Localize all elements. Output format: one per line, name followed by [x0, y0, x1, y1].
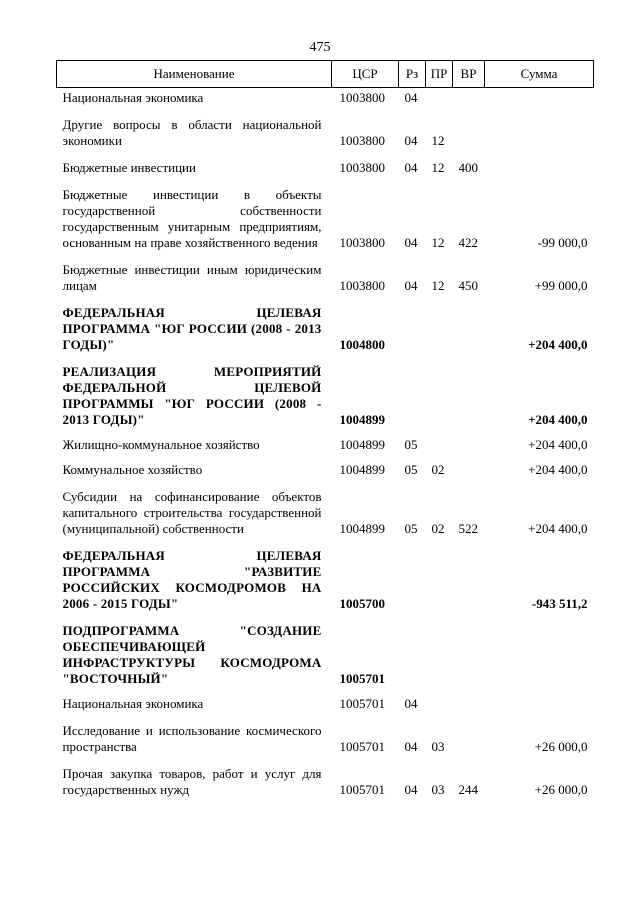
row-rz: 04	[404, 696, 418, 711]
row-pr	[426, 297, 453, 356]
row-vr: 244	[458, 782, 478, 797]
row-rz	[399, 540, 426, 615]
row-rz: 05	[404, 437, 418, 452]
row-vr	[453, 356, 485, 431]
row-sum: +26 000,0	[534, 739, 588, 754]
table-row	[57, 254, 594, 297]
row-rz: 05	[404, 521, 418, 536]
row-rz: 04	[404, 133, 418, 148]
row-rz: 05	[404, 462, 418, 477]
row-pr	[426, 690, 453, 715]
table-row	[57, 540, 594, 615]
row-pr: 12	[431, 235, 445, 250]
table-header-row	[57, 61, 594, 88]
row-sum: +204 400,0	[528, 337, 588, 352]
table-row	[57, 481, 594, 540]
row-name: Бюджетные инвестиции в объекты государственной собственности государственным унитарным предприятиям, основанным на праве хозяйственного ведения	[62, 187, 322, 250]
row-pr	[426, 431, 453, 456]
header-name: Наименование	[57, 61, 332, 88]
table-row	[57, 456, 594, 481]
row-rz: 04	[404, 160, 418, 175]
table-row	[57, 690, 594, 715]
row-rz: 04	[404, 782, 418, 797]
row-sum: -943 511,2	[531, 596, 588, 611]
row-csr: 1004899	[339, 521, 385, 536]
header-csr: ЦСР	[332, 61, 399, 88]
row-csr: 1003800	[339, 90, 385, 105]
row-vr	[453, 297, 485, 356]
budget-table	[56, 60, 594, 801]
row-csr: 1005701	[339, 671, 385, 686]
row-pr	[426, 88, 453, 110]
row-csr: 1005701	[339, 696, 385, 711]
row-name: ФЕДЕРАЛЬНАЯ ЦЕЛЕВАЯ ПРОГРАММА "РАЗВИТИЕ РОССИЙСКИХ КОСМОДРОМОВ НА 2006 - 2015 ГОДЫ"	[62, 548, 322, 611]
row-pr: 12	[431, 133, 445, 148]
table-body	[57, 88, 594, 802]
row-vr: 400	[458, 160, 478, 175]
row-pr	[426, 540, 453, 615]
row-name: Жилищно-коммунальное хозяйство	[62, 437, 260, 452]
row-name: Другие вопросы в области национальной экономики	[62, 117, 322, 148]
row-rz: 04	[404, 235, 418, 250]
row-pr: 03	[431, 739, 445, 754]
table-row	[57, 179, 594, 254]
table-row	[57, 297, 594, 356]
row-pr: 12	[431, 160, 445, 175]
row-name: ФЕДЕРАЛЬНАЯ ЦЕЛЕВАЯ ПРОГРАММА "ЮГ РОССИИ (2008 - 2013 ГОДЫ)"	[62, 305, 322, 352]
row-sum: +204 400,0	[528, 437, 588, 452]
row-name: Прочая закупка товаров, работ и услуг для государственных нужд	[62, 766, 322, 797]
row-name: Исследование и использование космического пространства	[62, 723, 322, 754]
row-csr: 1003800	[339, 160, 385, 175]
row-pr: 03	[431, 782, 445, 797]
row-pr	[426, 615, 453, 690]
row-name: Коммунальное хозяйство	[62, 462, 203, 477]
row-sum: +204 400,0	[528, 412, 588, 427]
row-vr	[453, 88, 485, 110]
header-vr: ВР	[453, 61, 485, 88]
row-name: Национальная экономика	[62, 696, 204, 711]
row-name: ПОДПРОГРАММА "СОЗДАНИЕ ОБЕСПЕЧИВАЮЩЕЙ ИНФРАСТРУКТУРЫ КОСМОДРОМА "ВОСТОЧНЫЙ"	[62, 623, 322, 686]
header-pr: ПР	[426, 61, 453, 88]
table-row	[57, 88, 594, 110]
row-pr: 02	[431, 462, 445, 477]
table-row	[57, 356, 594, 431]
row-csr: 1003800	[339, 278, 385, 293]
row-csr: 1004800	[339, 337, 385, 352]
row-vr: 422	[458, 235, 478, 250]
row-rz	[399, 615, 426, 690]
row-pr: 02	[431, 521, 445, 536]
row-name: Субсидии на софинансирование объектов капитального строительства государственной (муниципальной) собственности	[62, 489, 322, 536]
row-csr: 1004899	[339, 462, 385, 477]
header-sum: Сумма	[485, 61, 594, 88]
row-sum: +99 000,0	[534, 278, 588, 293]
row-vr	[453, 690, 485, 715]
table-row	[57, 152, 594, 179]
row-rz: 04	[404, 278, 418, 293]
row-vr: 450	[458, 278, 478, 293]
table-row	[57, 715, 594, 758]
row-csr: 1003800	[339, 133, 385, 148]
row-vr	[453, 615, 485, 690]
row-rz: 04	[404, 90, 418, 105]
table-row	[57, 758, 594, 801]
table-row	[57, 431, 594, 456]
row-name: РЕАЛИЗАЦИЯ МЕРОПРИЯТИЙ ФЕДЕРАЛЬНОЙ ЦЕЛЕВОЙ ПРОГРАММЫ "ЮГ РОССИИ (2008 - 2013 ГОДЫ)"	[62, 364, 322, 427]
row-pr	[426, 356, 453, 431]
row-rz: 04	[404, 739, 418, 754]
row-pr: 12	[431, 278, 445, 293]
row-vr: 522	[458, 521, 478, 536]
row-rz	[399, 297, 426, 356]
row-csr: 1003800	[339, 235, 385, 250]
row-sum	[485, 152, 594, 179]
row-sum	[485, 88, 594, 110]
row-name: Бюджетные инвестиции иным юридическим лицам	[62, 262, 322, 293]
row-sum: +26 000,0	[534, 782, 588, 797]
row-sum: -99 000,0	[537, 235, 588, 250]
row-vr	[453, 456, 485, 481]
table-row	[57, 109, 594, 152]
row-csr: 1005701	[339, 782, 385, 797]
row-csr: 1005701	[339, 739, 385, 754]
header-rz: Рз	[399, 61, 426, 88]
row-name: Национальная экономика	[62, 90, 204, 105]
row-csr: 1004899	[339, 412, 385, 427]
row-vr	[453, 540, 485, 615]
row-name: Бюджетные инвестиции	[62, 160, 196, 175]
row-sum: +204 400,0	[528, 462, 588, 477]
table-row	[57, 615, 594, 690]
row-csr: 1004899	[339, 437, 385, 452]
row-rz	[399, 356, 426, 431]
row-vr	[453, 109, 485, 152]
row-sum	[485, 615, 594, 690]
row-sum: +204 400,0	[528, 521, 588, 536]
row-sum	[485, 109, 594, 152]
row-csr: 1005700	[339, 596, 385, 611]
page-number: 475	[309, 40, 331, 55]
row-vr	[453, 715, 485, 758]
row-sum	[485, 690, 594, 715]
row-vr	[453, 431, 485, 456]
